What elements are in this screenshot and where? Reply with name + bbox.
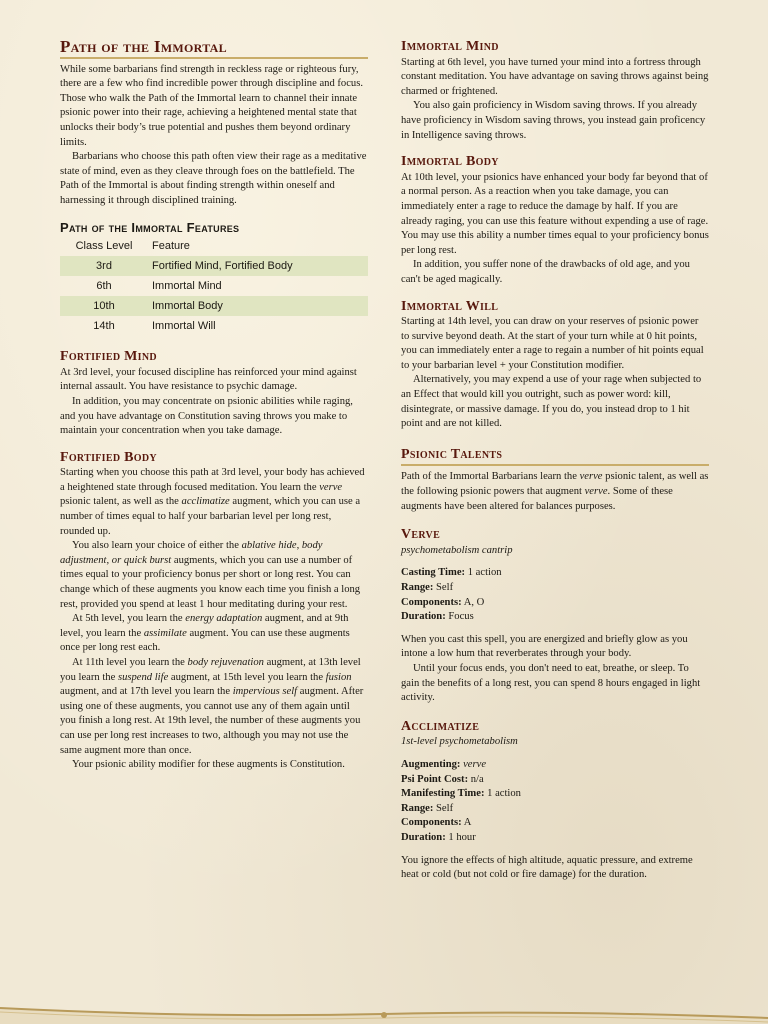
immortal-will-paragraph-1: Starting at 14th level, you can draw on your reserves of psionic power to survive beyond death. At the start of your turn while at 0 hit points, you can immediately enter a rage to regain a number of hit points equal to your barbarian level + your Constitution modifier. <box>401 316 704 371</box>
heading-immortal-will: Immortal Will <box>401 298 499 314</box>
heading-fortified-mind: Fortified Mind <box>60 349 157 365</box>
intro-paragraph-2: Barbarians who choose this path often view their rage as a meditative state of mind, even as they cleave through foes on the battlefield. The Path of the Immortal is about finding strength within oneself and harnessing it through disciplined training. <box>60 151 367 206</box>
heading-fortified-body: Fortified Body <box>60 449 157 465</box>
verve-stat-components: Components: A, O <box>401 596 485 608</box>
table-cell-feature: Immortal Will <box>152 319 216 332</box>
fortified-body-paragraph-4: At 11th level you learn the body rejuvenation augment, at 13th level you learn the suspend life augment, at 15th level you learn the fusion augment, and at 17th level you learn the impervious self augment. After using one of these augments, you cannot use any of them again until you finish a long rest. At 19th level, the number of these augments you can use per long rest increases to two, although you may not use the same augment more than once. <box>60 657 364 756</box>
immortal-mind-paragraph-1: Starting at 6th level, you have turned your mind into a fortress through constant meditation. You have advantage on saving throws against being charmed or frightened. <box>401 56 709 97</box>
acclimatize-stat-components: Components: A <box>401 817 472 829</box>
features-table <box>60 237 368 336</box>
verve-subtitle: psychometabolism cantrip <box>401 544 513 556</box>
intro-paragraph-1: While some barbarians find strength in reckless rage or righteous fury, there are a few who find incredible power through discipline and focus. Those who walk the Path of the Immortal learn to channel their innate psionic power into their rage, achieving a heightened mental state that unlocks their body’s true potential and pushes them beyond ordinary limits. <box>60 63 363 148</box>
section-title-path-of-the-immortal: Path of the Immortal <box>60 40 368 59</box>
acclimatize-stat-augmenting: Augmenting: verve <box>401 758 487 770</box>
table-row <box>60 316 368 336</box>
heading-verve: Verve <box>401 527 441 543</box>
verve-paragraph-1: When you cast this spell, you are energized and briefly glow as you intone a low hum that reverberates through your body. <box>401 633 688 660</box>
verve-stat-duration: Duration: Focus <box>401 611 474 623</box>
table-row <box>60 256 368 276</box>
heading-acclimatize: Acclimatize <box>401 718 480 734</box>
heading-immortal-body: Immortal Body <box>401 154 499 170</box>
table-cell-feature: Immortal Mind <box>152 279 222 292</box>
fortified-mind-paragraph-2: In addition, you may concentrate on psionic abilities while raging, and you have advantage on Constitution saving throws you make to maintain your concentration when you take damage. <box>60 395 353 437</box>
table-cell-level: 10th <box>60 296 148 316</box>
left-column <box>60 38 368 773</box>
fortified-body-paragraph-2: You also learn your choice of either the ablative hide, body adjustment, or quick burst augments, which you can use a number of times equal to your proficiency bonus per short or long rest. You can change which of these augments you know each time you finish a long rest, provided you spend at least 1 hour meditating during your rest. <box>60 540 361 610</box>
header-class-level: Class Level <box>75 240 133 253</box>
verve-stat-range: Range: Self <box>401 582 454 593</box>
immortal-body-paragraph-2: In addition, you suffer none of the drawbacks of old age, and you can't be aged magically. <box>401 259 690 285</box>
immortal-will-paragraph-2: Alternatively, you may expend a use of your rage when subjected to an Effect that would kill you outright, such as power word: kill, disintegrate, or massive damage. If you do, you instead drop to 1 hit point and are not killed. <box>401 374 702 430</box>
heading-immortal-mind: Immortal Mind <box>401 39 499 54</box>
verve-paragraph-2: Until your focus ends, you don't need to eat, breathe, or sleep. To gain the benefits of a long rest, you can spend 8 hours engaged in light activity. <box>401 662 701 704</box>
acclimatize-subtitle: 1st-level psychometabolism <box>401 736 518 748</box>
verve-stat-casting-time: Casting Time: 1 action <box>401 567 502 579</box>
fortified-body-paragraph-3: At 5th level, you learn the energy adaptation augment, and at 9th level, you learn the assimilate augment. You can use these augments once per long rest each. <box>60 613 350 654</box>
acclimatize-stat-manifesting-time: Manifesting Time: 1 action <box>401 788 521 800</box>
table-cell-level: 14th <box>93 319 115 332</box>
fortified-mind-paragraph-1: At 3rd level, your focused discipline has reinforced your mind against internal assault. You have resistance to psychic damage. <box>60 366 357 393</box>
acclimatize-stat-duration: Duration: 1 hour <box>401 831 476 843</box>
immortal-mind-paragraph-2: You also gain proficiency in Wisdom saving throws. If you already have proficiency in Wisdom saving throws, you instead gain proficency in Intelligence saving throws. <box>401 100 706 141</box>
immortal-body-paragraph-1: At 10th level, your psionics have enhanced your body far beyond that of a normal person. As a reaction when you take damage, you can immediately enter a rage to reduce the damage by half. If you are already raging, you can use this feature without expending a use of rage. You may use this ability a number times equal to your proficiency bonus per long rest. <box>401 171 709 256</box>
table-row <box>60 296 368 316</box>
heading-psionic-talents: Psionic Talents <box>401 448 709 467</box>
acclimatize-stat-psi-point-cost: Psi Point Cost: n/a <box>401 773 484 785</box>
psionic-talents-paragraph: Path of the Immortal Barbarians learn the verve psionic talent, as well as the following psionic powers that augment verve. Some of these augments have been altered for balances purposes. <box>401 471 709 512</box>
fortified-body-paragraph-5: Your psionic ability modifier for these augments is Constitution. <box>72 759 345 771</box>
table-cell-level: 6th <box>96 279 112 292</box>
footer-ornament <box>0 984 768 1024</box>
table-cell-level: 3rd <box>60 256 148 276</box>
header-feature: Feature <box>152 240 190 253</box>
acclimatize-stat-range: Range: Self <box>401 802 454 814</box>
features-table-header <box>60 237 368 256</box>
table-cell-feature: Fortified Mind, Fortified Body <box>148 256 368 276</box>
fortified-body-paragraph-1: Starting when you choose this path at 3rd level, your body has achieved a heightened state through focused meditation. You learn the verve psionic talent, as well as the acclimatize augment, which you can use a number of times equal to half your barbarian level per long rest, rounded up. <box>60 467 365 537</box>
table-cell-feature: Immortal Body <box>148 296 368 316</box>
acclimatize-paragraph: You ignore the effects of high altitude, aquatic pressure, and extreme heat or cold (but not cold or fire damage) for the duration. <box>401 854 693 881</box>
features-table-title: Path of the Immortal Features <box>60 219 240 235</box>
right-column <box>401 38 709 883</box>
table-row <box>60 276 368 296</box>
